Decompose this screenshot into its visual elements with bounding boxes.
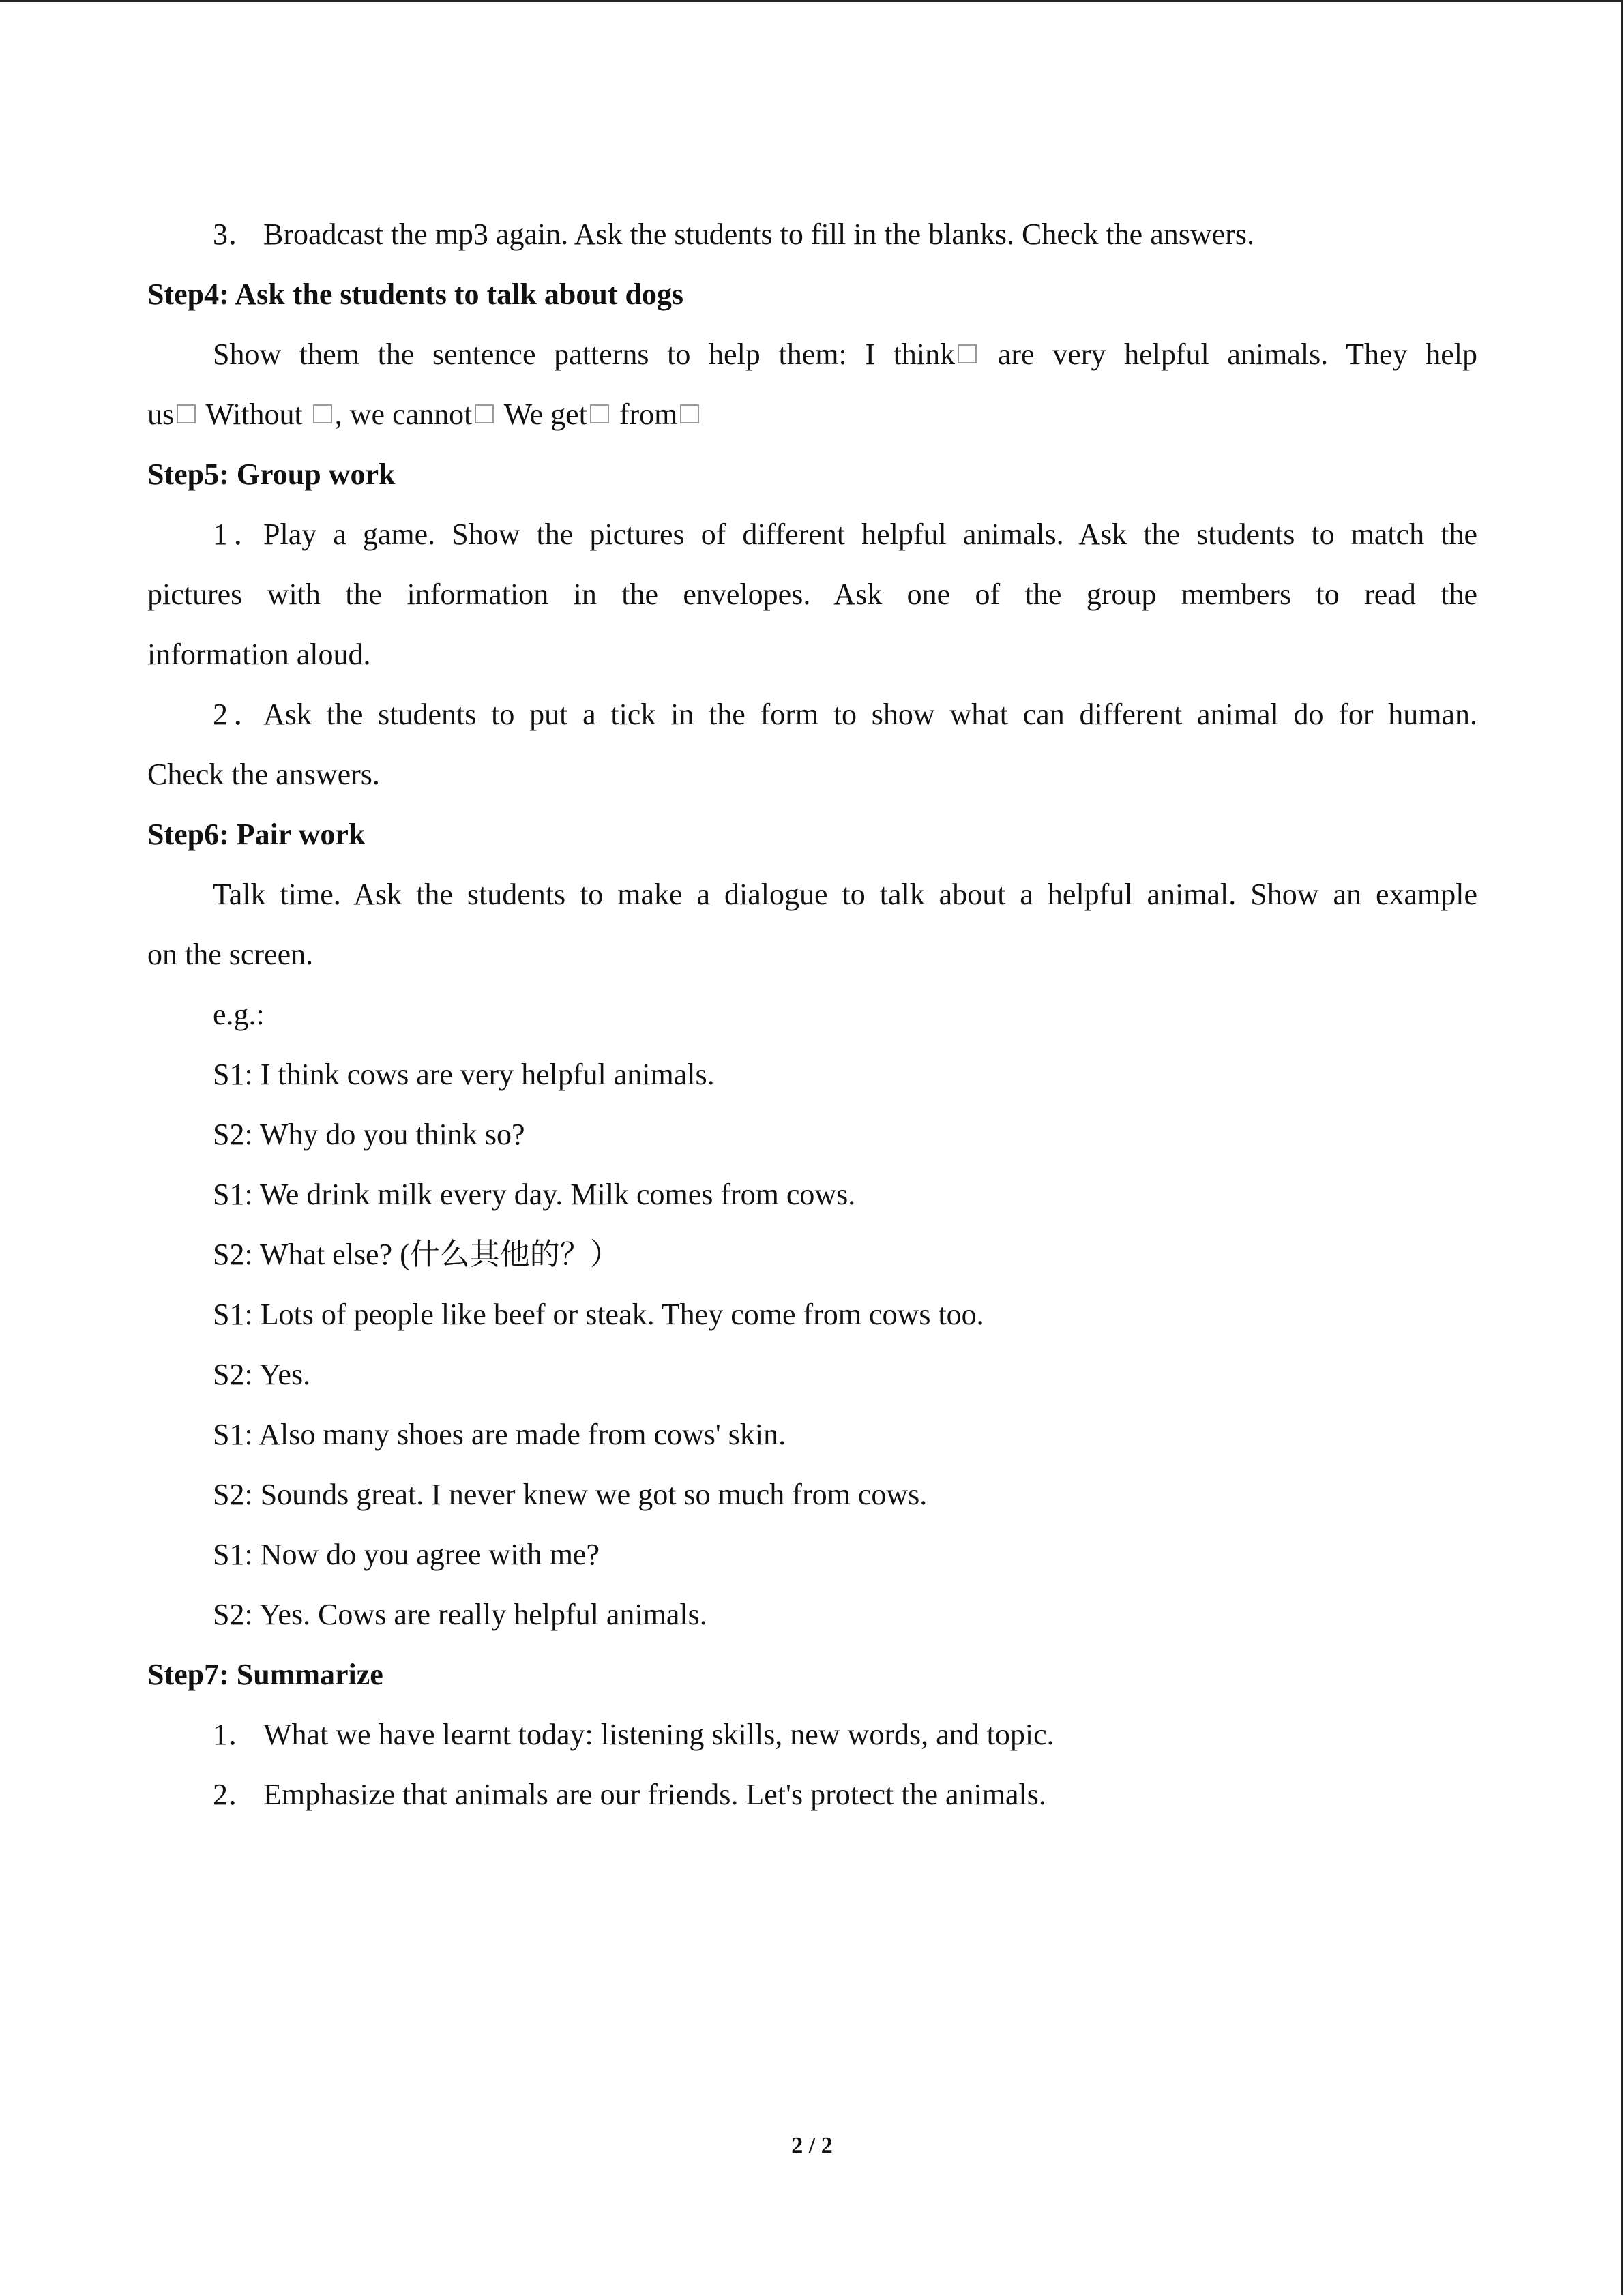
dialogue-line: S1: We drink milk every day. Milk comes from cows. <box>213 1178 856 1211</box>
dialogue-line: S2: Yes. <box>213 1358 311 1391</box>
page-number: 2 / 2 <box>791 2133 833 2158</box>
step4-paragraph-line-2 <box>147 385 1477 445</box>
step6-intro-line-1: Talk time. Ask the students to make a dialogue to talk about a helpful animal. Show an example <box>213 878 1477 911</box>
list-number: 1． <box>213 1718 258 1751</box>
dialogue-line: S1: Also many shoes are made from cows' skin. <box>213 1418 786 1451</box>
step6-heading: Step6: Pair work <box>147 818 366 851</box>
text-run: Without <box>198 398 310 431</box>
list-text: What we have learnt today: listening skills, new words, and topic. <box>263 1718 1054 1751</box>
step4-paragraph-line-1 <box>147 325 1477 385</box>
list-number: 2． <box>213 698 263 731</box>
dialogue-line: S2: Yes. Cows are really helpful animals. <box>213 1598 707 1631</box>
document-body <box>147 205 1477 1825</box>
dialogue-line: S1: Lots of people like beef or steak. They come from cows too. <box>213 1298 984 1331</box>
step7-heading: Step7: Summarize <box>147 1658 383 1691</box>
step5-heading: Step5: Group work <box>147 458 396 491</box>
dialogue-line: S2: Sounds great. I never knew we got so much from cows. <box>213 1478 928 1511</box>
dialogue-line: S2: What else? (什么其他的？） <box>213 1238 620 1271</box>
text-run: us <box>147 398 175 431</box>
step7-item-1 <box>147 1705 1477 1765</box>
step3-item-3 <box>147 205 1477 265</box>
blank-box <box>958 344 977 363</box>
step5-item-1-line-3: information aloud. <box>147 638 371 671</box>
list-number: 2． <box>213 1778 258 1811</box>
text-run: We get <box>497 398 587 431</box>
step5-item-2-line-2: Check the answers. <box>147 758 380 791</box>
text-run: , we cannot <box>334 398 473 431</box>
step5-item-1-line-1 <box>147 505 1477 565</box>
step6-intro-line-2: on the screen. <box>147 938 314 971</box>
step6-example-label: e.g.: <box>213 998 265 1031</box>
list-number: 1． <box>213 518 263 551</box>
list-text: Emphasize that animals are our friends. Let's protect the animals. <box>263 1778 1046 1811</box>
blank-box <box>177 404 196 423</box>
step7-item-2 <box>147 1765 1477 1825</box>
text-run: Show them the sentence patterns to help them: I think <box>213 338 956 371</box>
dialogue-line: S2: Why do you think so? <box>213 1118 525 1151</box>
dialogue-line: S1: Now do you agree with me? <box>213 1538 600 1571</box>
list-text: Play a game. Show the pictures of different helpful animals. Ask the students to match the <box>263 518 1477 551</box>
blank-box <box>313 404 332 423</box>
dialogue-line: S1: I think cows are very helpful animals. <box>213 1058 715 1091</box>
step4-heading: Step4: Ask the students to talk about dogs <box>147 278 684 311</box>
blank-box <box>590 404 609 423</box>
list-number: 3． <box>213 218 258 251</box>
step5-item-2-line-1 <box>147 685 1477 745</box>
blank-box <box>475 404 494 423</box>
list-text: Ask the students to put a tick in the form to show what can different animal do for human. <box>263 698 1477 731</box>
text-run: are very helpful animals. They help <box>979 338 1477 371</box>
list-text: Broadcast the mp3 again. Ask the students to fill in the blanks. Check the answers. <box>263 218 1254 251</box>
blank-box <box>680 404 699 423</box>
text-run: from <box>611 398 678 431</box>
step5-item-1-line-2: pictures with the information in the envelopes. Ask one of the group members to read the <box>147 578 1477 611</box>
